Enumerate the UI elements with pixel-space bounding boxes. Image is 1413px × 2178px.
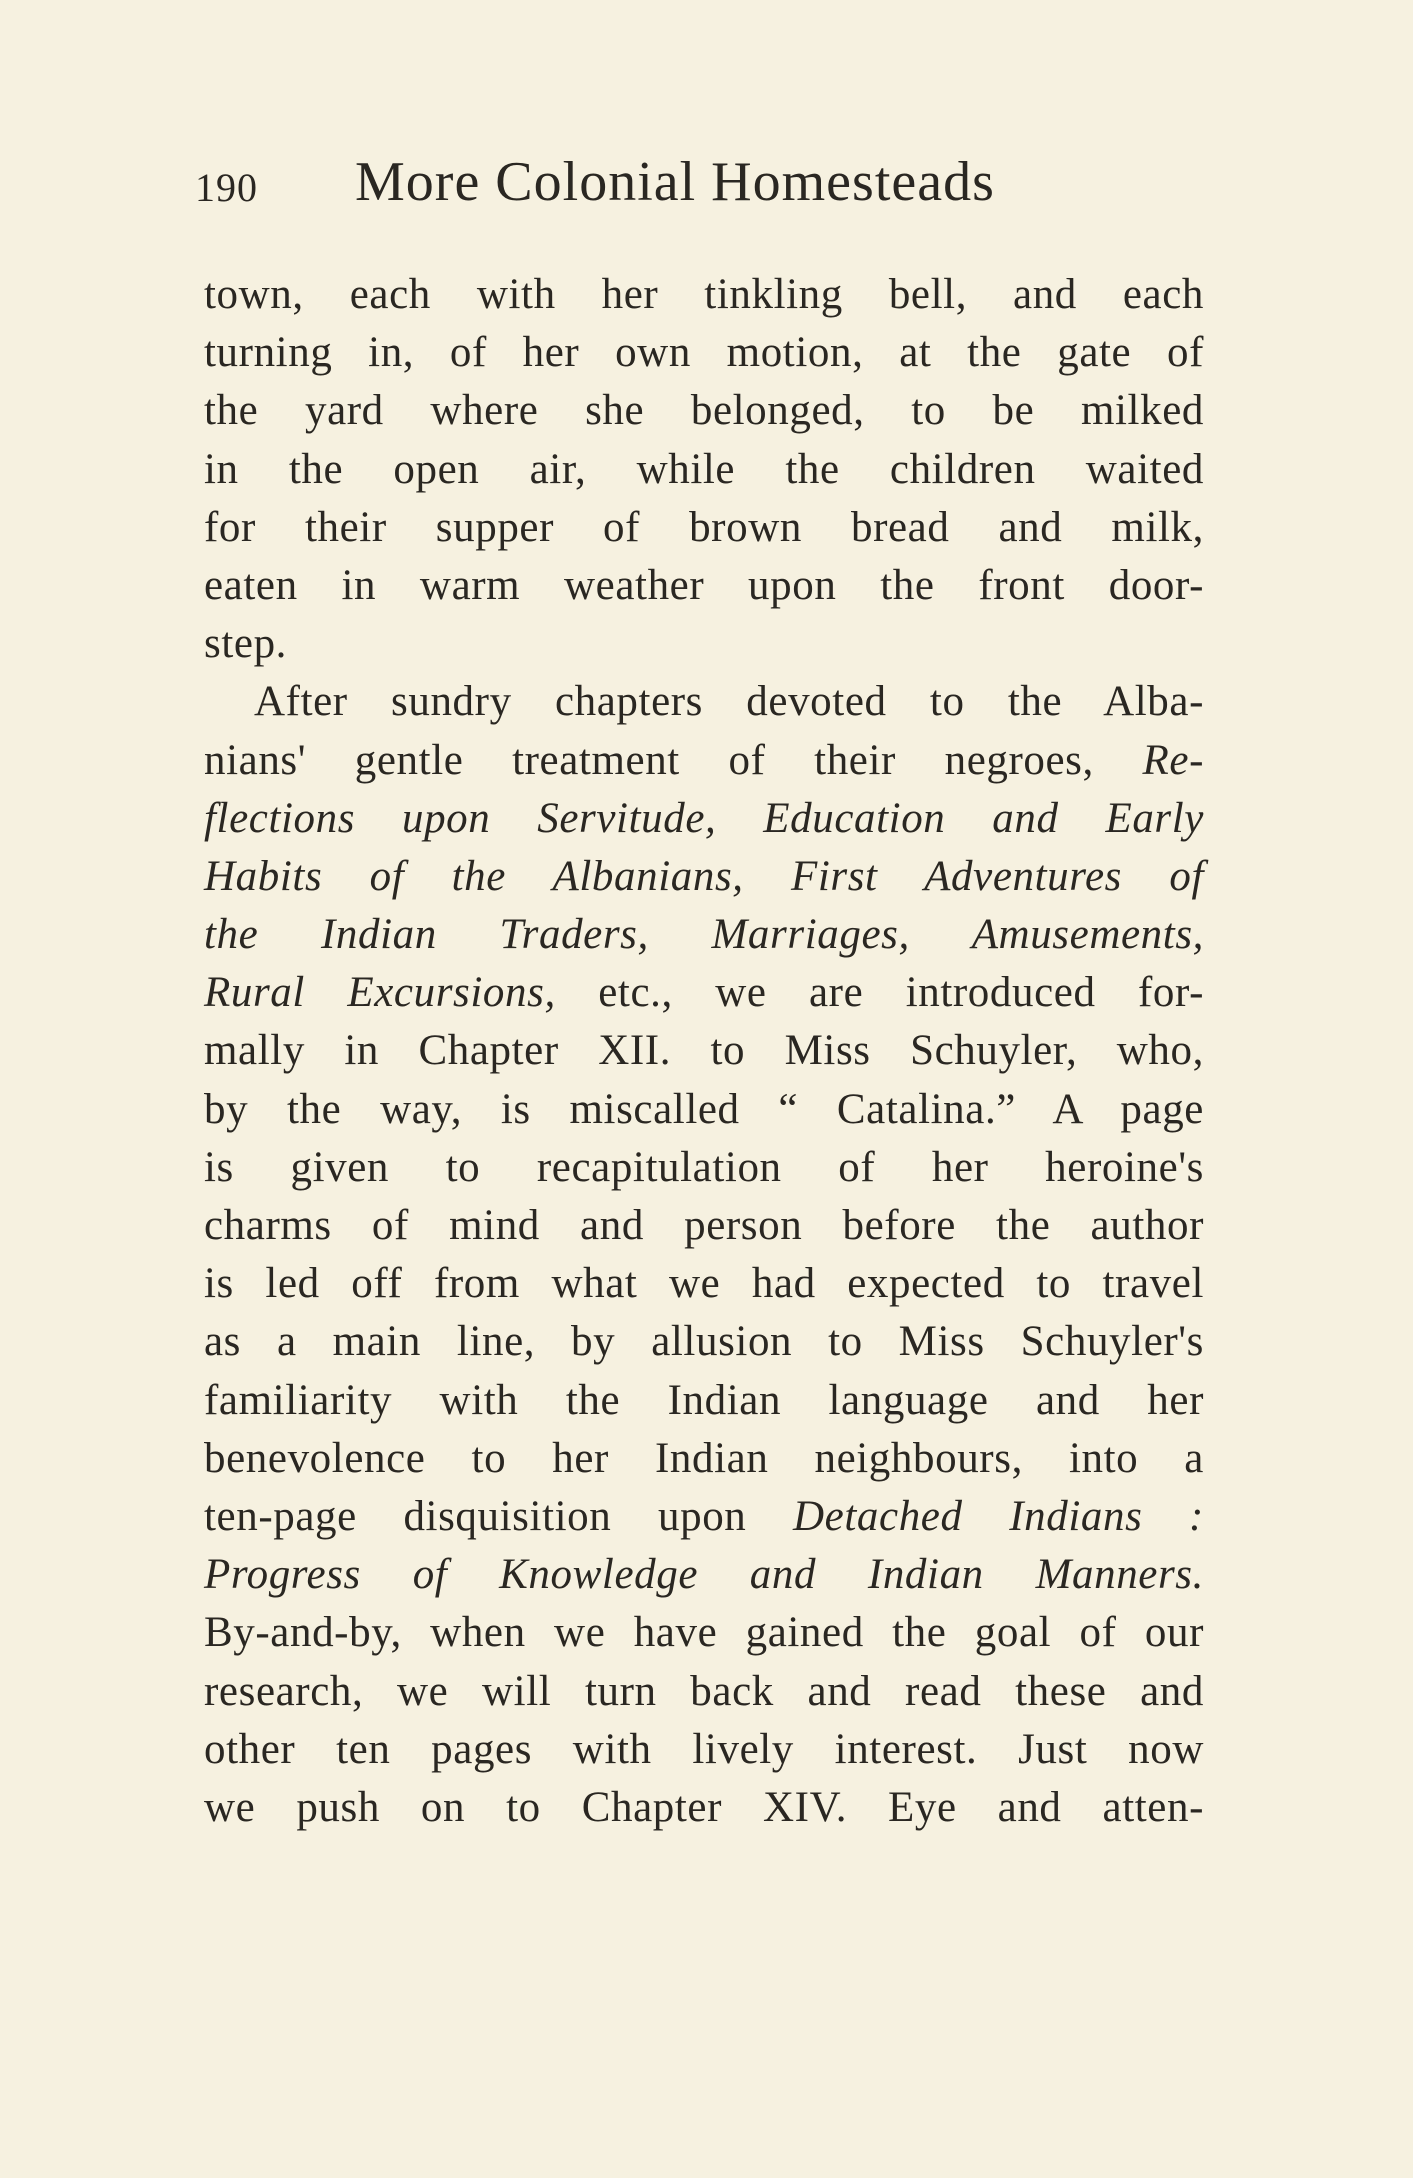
text-line: town, each with her tinkling bell, and each	[204, 271, 1204, 318]
text-line: for their supper of brown bread and milk,	[204, 503, 1204, 551]
text-line: is given to recapitulation of her heroine's	[204, 1143, 1204, 1191]
text-line	[204, 790, 1204, 848]
text-line: After sundry chapters devoted to the Alba-	[254, 678, 1204, 726]
text-line: charms of mind and person before the author	[204, 1202, 1204, 1249]
text-line: Rural Excursions, etc., we are introduced for-	[204, 969, 1204, 1017]
text-line	[204, 848, 1204, 906]
text-line: turning in, of her own motion, at the gate of	[204, 329, 1204, 377]
text-line: By-and-by, when we have gained the goal of our	[204, 1609, 1204, 1657]
italic-title: Re-	[1142, 736, 1204, 784]
text-line: we push on to Chapter XIV. Eye and atten-	[204, 1783, 1204, 1831]
text-line: in the open air, while the children waited	[204, 445, 1204, 493]
italic-title: Progress of Knowledge and Indian Manners.	[204, 1551, 1204, 1599]
text-line: is led off from what we had expected to travel	[204, 1260, 1204, 1308]
text-line: nians' gentle treatment of their negroes, Re-	[204, 736, 1204, 784]
italic-title: Detached Indians :	[793, 1492, 1204, 1540]
running-title: More Colonial Homesteads	[355, 151, 995, 213]
text-line: benevolence to her Indian neighbours, into a	[204, 1434, 1204, 1482]
text-line: research, we will turn back and read these and	[204, 1667, 1204, 1715]
text-line: other ten pages with lively interest. Just now	[204, 1725, 1204, 1773]
running-head	[195, 150, 1215, 220]
text-line	[204, 1546, 1204, 1604]
italic-title: Rural Excursions,	[204, 969, 556, 1017]
text-line: step.	[204, 620, 288, 668]
body-text	[204, 266, 1204, 1837]
text-line: the yard where she belonged, to be milked	[204, 387, 1204, 435]
text-line: familiarity with the Indian language and her	[204, 1376, 1204, 1424]
text-line: as a main line, by allusion to Miss Schuyler's	[204, 1318, 1204, 1366]
text-line: mally in Chapter XII. to Miss Schuyler, who,	[204, 1027, 1204, 1075]
italic-title: Habits of the Albanians, First Adventures of	[204, 852, 1204, 900]
text-line: by the way, is miscalled “ Catalina.” A page	[204, 1085, 1204, 1133]
text-line	[204, 906, 1204, 964]
text-line: ten-page disquisition upon Detached Indians :	[204, 1492, 1204, 1540]
page-number: 190	[195, 165, 258, 210]
italic-title: the Indian Traders, Marriages, Amusements,	[204, 911, 1204, 959]
italic-title: flections upon Servitude, Education and Early	[204, 794, 1204, 842]
text-line: eaten in warm weather upon the front door-	[204, 561, 1204, 609]
